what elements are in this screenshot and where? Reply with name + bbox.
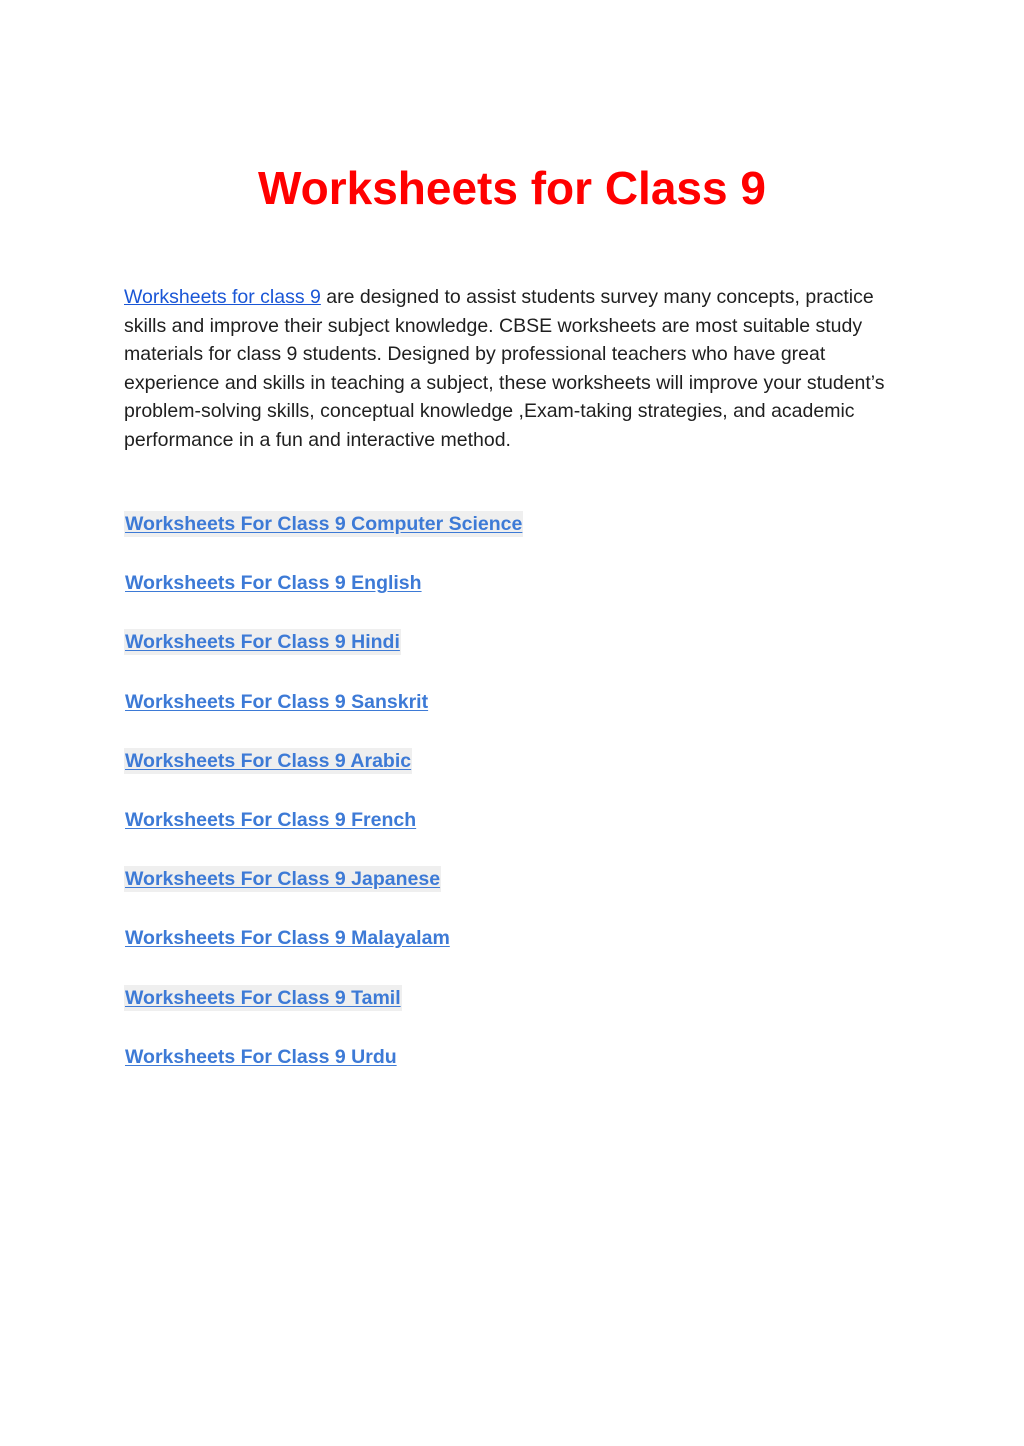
link-malayalam[interactable]: Worksheets For Class 9 Malayalam bbox=[125, 927, 450, 950]
list-item bbox=[124, 511, 904, 570]
list-item bbox=[124, 807, 904, 866]
list-item bbox=[124, 1044, 904, 1103]
list-item bbox=[124, 985, 904, 1044]
link-arabic[interactable]: Worksheets For Class 9 Arabic bbox=[125, 749, 412, 772]
link-japanese[interactable]: Worksheets For Class 9 Japanese bbox=[125, 868, 441, 891]
link-english[interactable]: Worksheets For Class 9 English bbox=[125, 572, 422, 595]
intro-link-worksheets-class-9[interactable]: Worksheets for class 9 bbox=[124, 286, 321, 308]
link-hindi[interactable]: Worksheets For Class 9 Hindi bbox=[125, 631, 400, 654]
list-item bbox=[124, 629, 904, 688]
list-item bbox=[124, 925, 904, 984]
link-urdu[interactable]: Worksheets For Class 9 Urdu bbox=[125, 1045, 397, 1068]
worksheet-links-list bbox=[124, 511, 904, 1103]
link-tamil[interactable]: Worksheets For Class 9 Tamil bbox=[125, 986, 401, 1009]
list-item bbox=[124, 570, 904, 629]
list-item bbox=[124, 748, 904, 807]
link-french[interactable]: Worksheets For Class 9 French bbox=[125, 808, 417, 831]
page-title: Worksheets for Class 9 bbox=[258, 162, 766, 214]
intro-paragraph bbox=[124, 283, 894, 454]
link-sanskrit[interactable]: Worksheets For Class 9 Sanskrit bbox=[125, 690, 429, 713]
intro-text: are designed to assist students survey many concepts, practice skills and improve their subject knowledge. CBSE worksheets are most suitable study materials for class 9 students. Designed by professional teachers who have great experience and skills in teaching a subject, these worksheets will improve your student’s problem-solving skills, conceptual knowledge ,Exam-taking strategies, and academic performance in a fun and interactive method. bbox=[124, 286, 885, 451]
list-item bbox=[124, 866, 904, 925]
link-computer-science[interactable]: Worksheets For Class 9 Computer Science bbox=[125, 513, 523, 535]
list-item bbox=[124, 689, 904, 748]
